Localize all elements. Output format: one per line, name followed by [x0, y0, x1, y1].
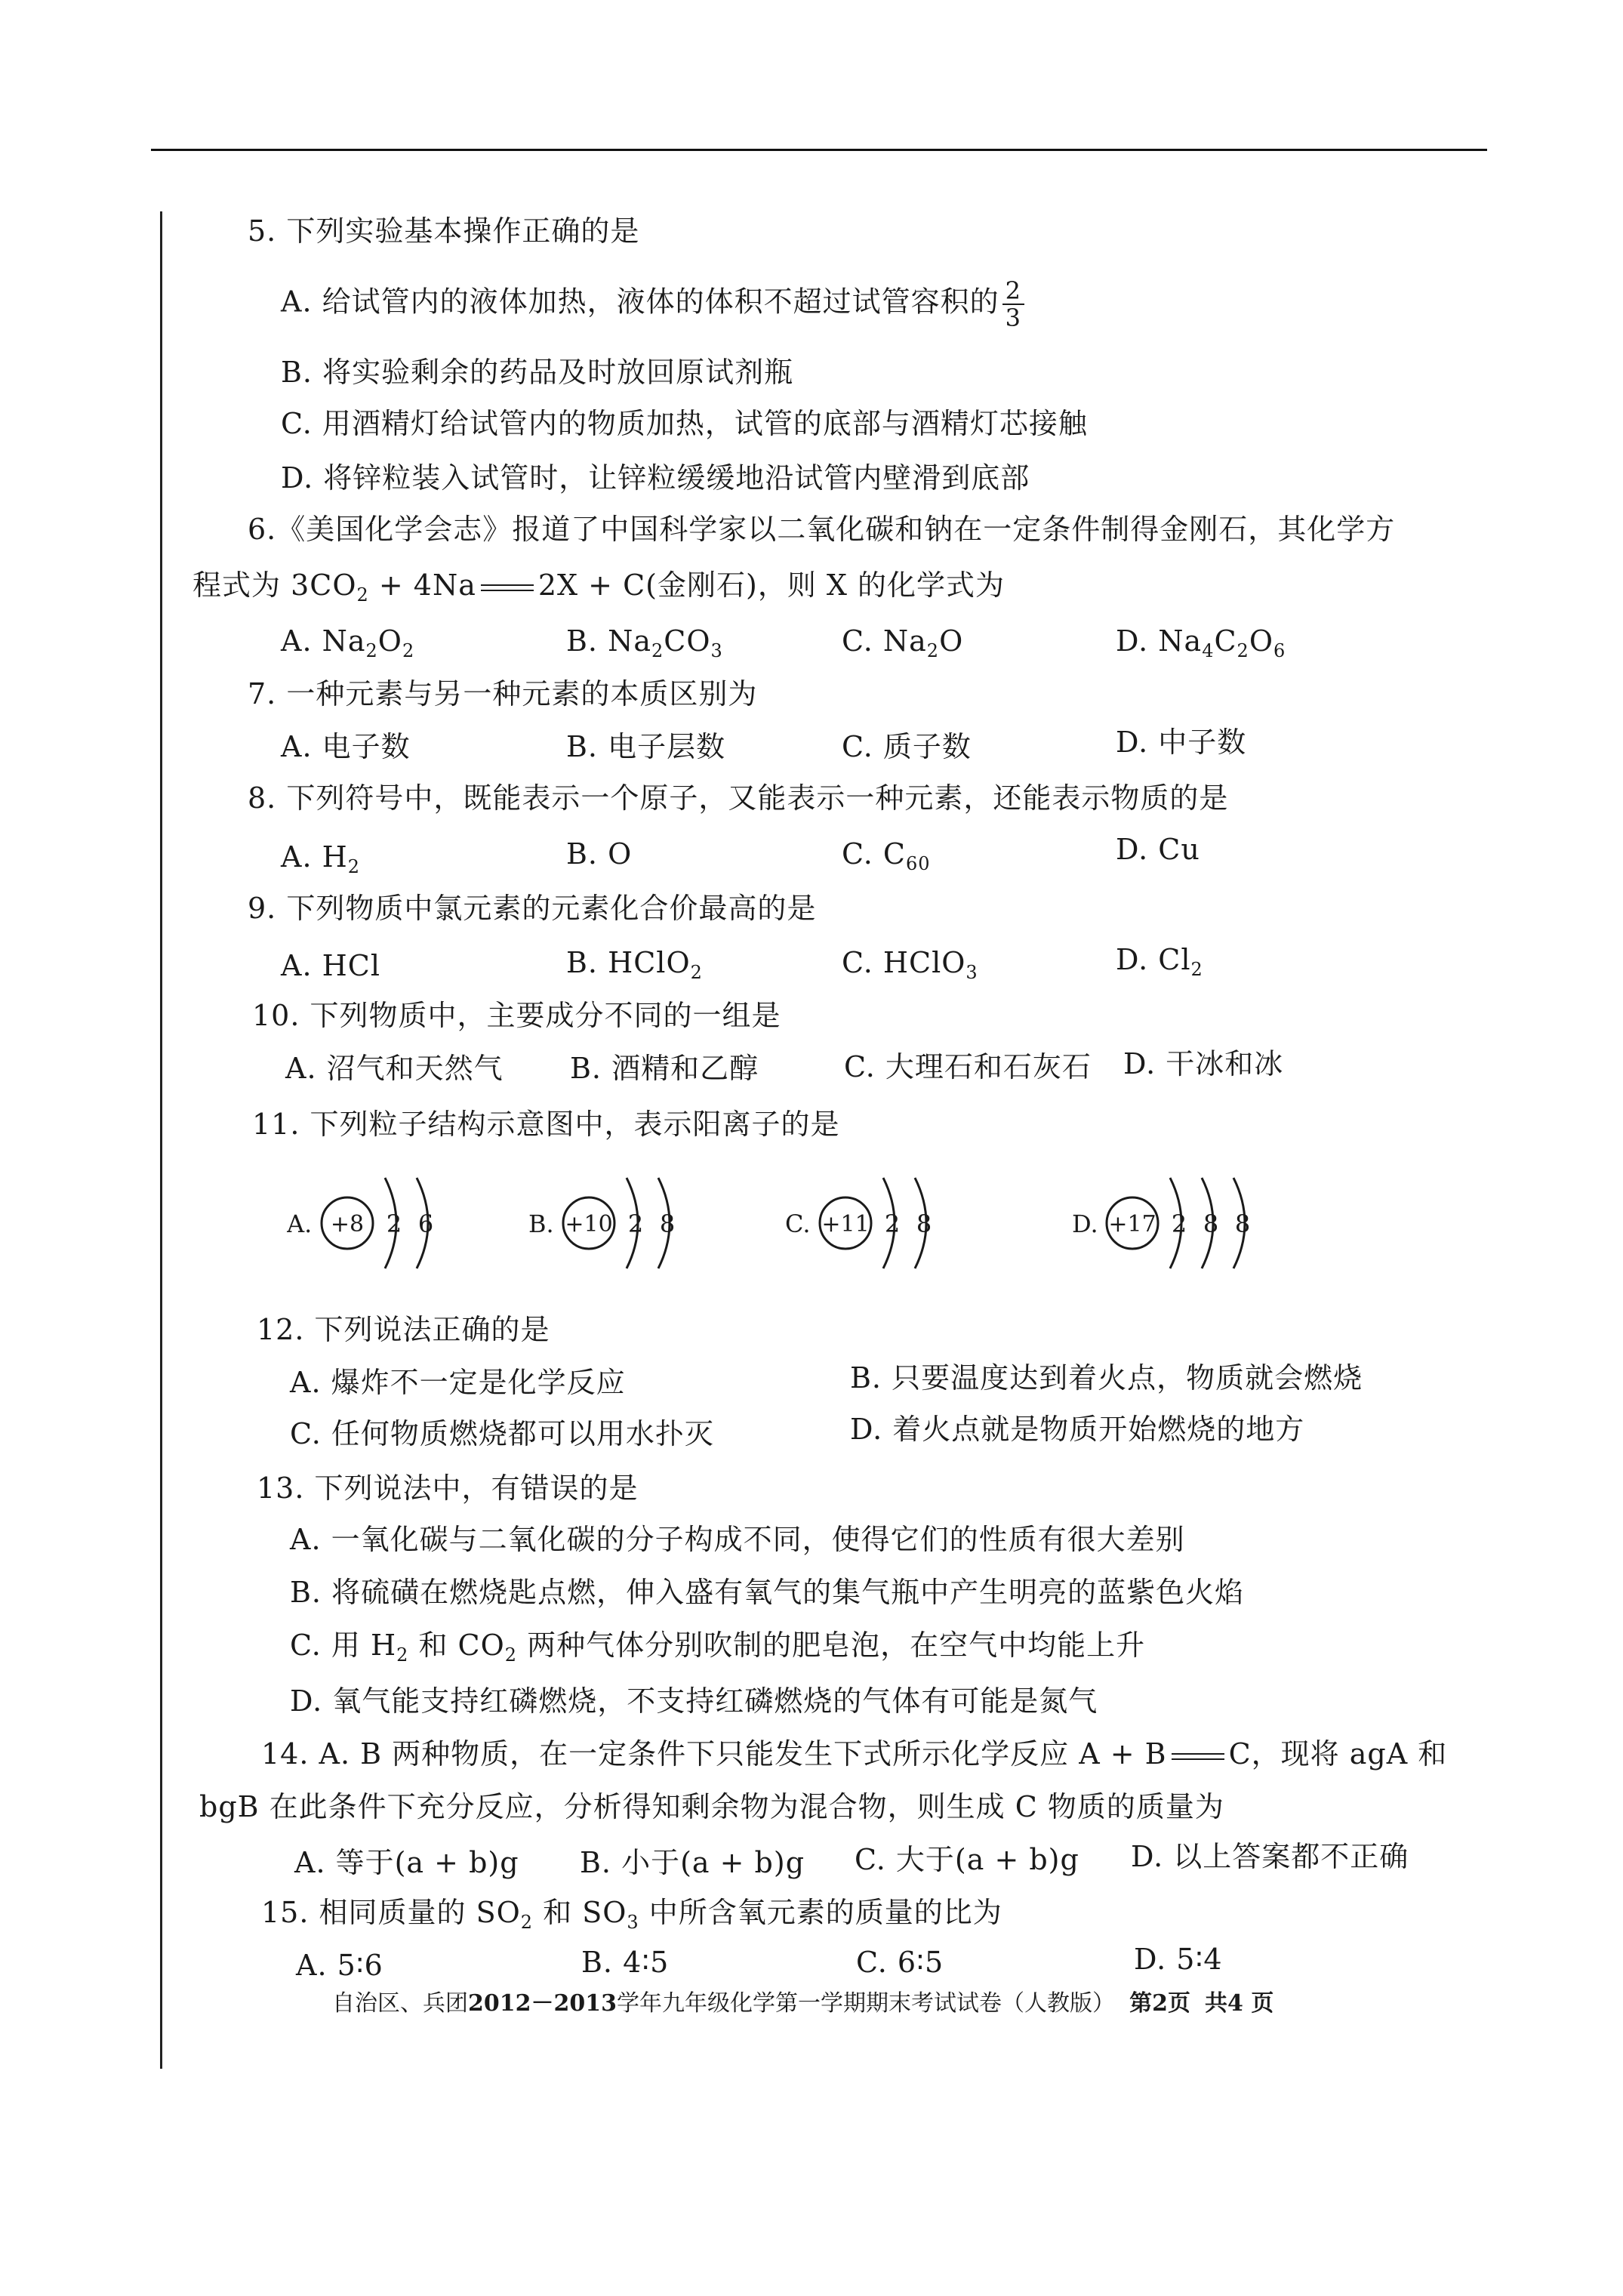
- q15-option-c: C. 6∶5: [856, 1946, 944, 1979]
- q13-option-b: B. 将硫磺在燃烧匙点燃，伸入盛有氧气的集气瓶中产生明亮的蓝紫色火焰: [290, 1576, 1245, 1609]
- q9-option-d: D. $Cl_2$: [1116, 943, 1203, 980]
- q10-option-c: C. 大理石和石灰石: [844, 1050, 1092, 1083]
- q10-option-d: D. 干冰和冰: [1123, 1047, 1284, 1080]
- q7-option-d: D. 中子数: [1116, 726, 1247, 759]
- electron-count: 2: [386, 1210, 402, 1238]
- q5-option-d: D. 将锌粒装入试管时，让锌粒缓缓地沿试管内壁滑到底部: [281, 461, 1030, 495]
- q14-option-b: B. 小于(a + b)g: [580, 1846, 805, 1879]
- q6-stem-line1: 6.《美国化学会志》报道了中国科学家以二氧化碳和钠在一定条件制得金刚石，其化学方: [248, 513, 1396, 546]
- atom-option-label: B.: [528, 1210, 554, 1238]
- q8-option-b: B. O: [566, 837, 633, 871]
- q12-option-c: C. 任何物质燃烧都可以用水扑灭: [290, 1417, 714, 1450]
- nucleus-charge: +11: [821, 1211, 870, 1237]
- q15-option-d: D. 5∶4: [1134, 1943, 1223, 1976]
- q10-option-a: A. 沼气和天然气: [285, 1052, 504, 1085]
- q13-stem: 13. 下列说法中，有错误的是: [257, 1472, 639, 1505]
- q7-option-c: C. 质子数: [842, 730, 972, 763]
- q5-stem: 5. 下列实验基本操作正确的是: [248, 214, 640, 248]
- atom-option-label: C.: [785, 1210, 811, 1238]
- q6-option-a: A. $Na_2O_2$: [281, 624, 415, 661]
- q15-option-a: A. 5∶6: [296, 1949, 383, 1982]
- q6-stem-line2: 程式为 $3CO_2 + 4Na$ 2X + C(金刚石)，则 X 的化学式为: [192, 569, 1006, 606]
- q9-option-b: B. HClO$_2$: [566, 946, 703, 983]
- q14-option-a: A. 等于(a + b)g: [294, 1846, 519, 1879]
- electron-count: 2: [884, 1210, 901, 1238]
- q13-option-d: D. 氧气能支持红磷燃烧，不支持红磷燃烧的气体有可能是氮气: [290, 1684, 1098, 1718]
- electron-count: 8: [916, 1210, 932, 1238]
- q5-option-a: A. 给试管内的液体加热，液体的体积不超过试管容积的 $\frac{2}{3}$: [281, 278, 1024, 331]
- q8-stem: 8. 下列符号中，既能表示一个原子，又能表示一种元素，还能表示物质的是: [248, 781, 1229, 815]
- q6-option-d: D. $Na_4C_2O_6$: [1116, 624, 1286, 661]
- q7-stem: 7. 一种元素与另一种元素的本质区别为: [248, 677, 758, 710]
- q12-option-b: B. 只要温度达到着火点，物质就会燃烧: [850, 1361, 1363, 1395]
- q13-option-c: C. 用 $H_2$ 和 $CO_2$ 两种气体分别吹制的肥皂泡，在空气中均能上升: [290, 1629, 1146, 1666]
- q9-option-c: C. HClO$_3$: [842, 946, 978, 983]
- atom-diagram-a: [287, 1178, 433, 1268]
- q5-option-b: B. 将实验剩余的药品及时放回原试剂瓶: [281, 356, 794, 389]
- nucleus-charge: +8: [330, 1211, 365, 1237]
- q9-stem: 9. 下列物质中氯元素的元素化合价最高的是: [248, 892, 817, 925]
- q8-option-c: C. $C_{60}$: [842, 837, 931, 874]
- atom-diagram-b: [528, 1178, 675, 1268]
- atom-diagram-c: [785, 1178, 932, 1268]
- atom-diagram-d: [1072, 1178, 1250, 1268]
- binding-margin-line: [160, 211, 162, 2069]
- q5-option-c: C. 用酒精灯给试管内的物质加热，试管的底部与酒精灯芯接触: [281, 407, 1088, 440]
- q14-option-d: D. 以上答案都不正确: [1131, 1840, 1409, 1873]
- q12-option-d: D. 着火点就是物质开始燃烧的地方: [850, 1413, 1305, 1446]
- q6-option-b: B. $Na_2CO_3$: [566, 624, 723, 661]
- fraction-two-thirds: $\frac{2}{3}$: [1002, 278, 1024, 331]
- nucleus-charge: +10: [565, 1211, 613, 1237]
- q15-stem: 15. 相同质量的 $SO_2$ 和 $SO_3$ 中所含氧元素的质量的比为: [261, 1896, 1002, 1933]
- nucleus-charge: +17: [1108, 1211, 1156, 1237]
- page-footer: 自治区、兵团2012－2013学年九年级化学第一学期期末考试试卷（人教版） 第2页 共4 页: [332, 1990, 1274, 2017]
- q10-stem: 10. 下列物质中，主要成分不同的一组是: [252, 999, 781, 1032]
- q10-option-b: B. 酒精和乙醇: [570, 1052, 759, 1085]
- reaction-equals-sign: [481, 584, 534, 591]
- atom-option-label: A.: [287, 1210, 313, 1238]
- q14-option-c: C. 大于(a + b)g: [855, 1843, 1079, 1876]
- q12-stem: 12. 下列说法正确的是: [257, 1313, 550, 1346]
- electron-count: 2: [1171, 1210, 1187, 1238]
- q9-option-a: A. HCl: [281, 949, 380, 982]
- q13-option-a: A. 一氧化碳与二氧化碳的分子构成不同，使得它们的性质有很大差别: [290, 1523, 1185, 1556]
- electron-count: 2: [627, 1210, 644, 1238]
- q7-option-b: B. 电子层数: [566, 730, 726, 763]
- header-rule: [151, 149, 1487, 151]
- electron-count: 8: [1203, 1210, 1219, 1238]
- electron-count: 8: [659, 1210, 676, 1238]
- q11-stem: 11. 下列粒子结构示意图中，表示阳离子的是: [252, 1108, 840, 1141]
- electron-count: 8: [1234, 1210, 1251, 1238]
- q8-option-d: D. Cu: [1116, 833, 1200, 866]
- q14-stem-line1: 14. A. B 两种物质，在一定条件下只能发生下式所示化学反应 A + B C，现将 agA 和: [261, 1737, 1448, 1771]
- q15-option-b: B. 4∶5: [581, 1946, 670, 1979]
- q6-option-c: C. $Na_2O$: [842, 624, 964, 661]
- q7-option-a: A. 电子数: [281, 730, 411, 763]
- reaction-equals-sign: [1172, 1753, 1224, 1760]
- q8-option-a: A. $H_2$: [281, 840, 361, 877]
- atom-option-label: D.: [1072, 1210, 1098, 1238]
- atom-structure-diagrams: [287, 1163, 1329, 1284]
- q12-option-a: A. 爆炸不一定是化学反应: [290, 1366, 626, 1399]
- electron-count: 6: [417, 1210, 434, 1238]
- q14-stem-line2: bgB 在此条件下充分反应，分析得知剩余物为混合物，则生成 C 物质的质量为: [199, 1790, 1224, 1823]
